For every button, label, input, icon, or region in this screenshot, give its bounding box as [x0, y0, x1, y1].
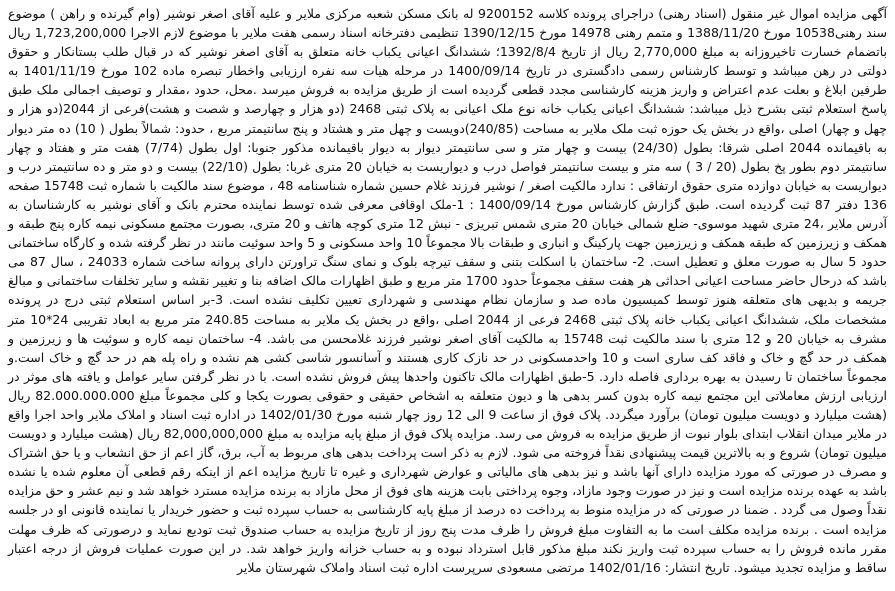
auction-notice-text: آگهی مزایده اموال غیر منقول (اسناد رهنی) دراجرای پرونده کلاسه 9200152 له بانک مسکن شعبه مرکزی ملایر و علیه آقای اصغر نوشیر (وام گیرنده و راهن ) موضوع سند رهنی10538 مورخ 1388/11/20 و متمم رهنی 14978 مورخ 1390/12/15 تنظیمی دفترخانه اسناد رسمی هفت ملایر با موضوع لازم الاجرا 1,723,200,000 ریال باتضمام خسارت تاخیروزانه به مبلغ 2,770,000 ریال از تاریخ 1392/8/4؛ ششدانگ اعیانی یکباب خانه متعلق به آقای اصغر نوشیر که در قبال طلب بستانکار و حقوق دولتی در رهن میباشد و توسط کارشناس رسمی دادگستری در تاریخ 1400/09/14 در مرحله هیات سه نفره ارزیابی واخطار تبصره ماده 102 مورخ 1401/11/19 به طرفین ابلاغ و بعلت عدم اعتراض و واریز هزینه کارشناسی مجدد قطعی گردیده است از طریق مزایده به فروش میرسد .محل، حدود ،مقدار و توصیف اجمالی ملک طبق پاسخ استعلام ثبتی بشرح ذیل میباشد: ششدانگ اعیانی یکباب خانه نوع ملک اعیانی به پلاک ثبتی 2468 (دو هزار و چهارصد و شصت و هشت)فرعی از 2044(دو هزار و چهل و چهار) اصلی ،واقع در بخش یک حوزه ثبت ملک ملایر به مساحت (240/85)دویست و چهل متر و هشتاد و پنج سانتیمتر مربع ، حدود: شمالاً بطول ( 10) ده متر دیوار به باقیمانده 2044 اصلی شرقا: بطول (24/30) بیست و چهار متر و سی سانتیمتر دیوار به دیوار باقیمانده مذکور جنوبا: اول بطول (7/74) هفت متر و هفتاد و چهار سانتیمتر دوم بطور پخ بطول (20 / 3 ) سه متر و بیست سانتیمتر فواصل درب و دیواریست به خیابان 20 متری غربا: بطول (22/10) بیست و دو متر و ده سانتیمتر درب و دیواریست به خیابان دوازده متری حقوق ارتفاقی : ندارد مالکیت اصغر / نوشیر فرزند غلام حسین شماره شناسنامه 48 ، موضوع سند مالکیت با شماره ثبت 15748 صفحه 136 دفتر 87 ثبت گردیده است. طبق گزارش کارشناس مورخ 1400/09/14 : 1-ملک اوقافی معرفی شده توسط نماینده محترم بانک و آقای نوشیر به کارشناسان به آدرس ملایر ،24 متری شهید موسوی- ضلع شمالی خیابان 20 متری شمس تبریزی - نبش 12 متری کوچه هاتف و 20 متری، بصورت مجتمع مسکونی نیمه کاره پنج طبقه و همکف و زیرزمین که طبقه همکف و زیرزمین جهت پارکینگ و انباری و طبقات بالا مجموعاً 10 واحد مسکونی و 5 واحد سوئیت مانند در نظر گرفته شده و کارگاه ساختمانی حدود 5 سال به صورت معلق و تعطیل است. 2- ساختمان با اسکلت بتنی و سقف تیرچه بلوک و نمای سنگ تراورتن دارای پروانه ساخت شماره 24033 ، سال 87 می باشد که درحال حاضر مساحت اعیانی احداثی هر هفت سقف مجموعاً حدود 1700 متر مربع و طبق اظهارات مالک اضافه بنا و تغییر نقشه و سایر تخلفات ساختمانی و مبالغ جریمه و بدیهی های متعلقه هنوز توسط کمیسیون ماده صد و سازمان نظام مهندسی و شهرداری تعیین تکلیف نشده است. 3-بر اساس استعلام ثبتی درج در پرونده مشخصات ملک، ششدانگ اعیانی یکباب خانه پلاک ثبتی 2468 فرعی از 2044 اصلی ،واقع در بخش یک ملایر به مساحت 240.85 متر مربع به ابعاد تقریبی 24*10 متر مشرف به خیابان 20 و 12 متری با سند مالکیت ثبت 15748 به مالکیت آقای اصغر نوشیر فرزند غلامحسن می باشد. 4- ساختمان نیمه کاره و سوئیت ها و زیرزمین و همکف در حد گچ و خاک و فاقد کف ساری است و 10 واحدمسکونی در حد نازک کاری هستند و آسانسور شاسی کشی هم نشده و راه پله هم در حد گچ و خاک است.و مجموعاً ساختمان تا رسیدن به بهره برداری فاصله دارد. 5-طبق اظهارات مالک تاکنون واحدها پیش فروش نشده است. با در نظر گرفتن سایر عوامل و یافته های موثر در ارزیابی ارزش معاملاتی این مجتمع نیمه کاره بدون کسر بدهی ها و دیون متعلقه به اشخاص حقیقی و حقوقی بصورت یکجا و کلی مجموعاً مبلغ 82.000.000.000 ریال (هشت میلیارد و دویست میلیون تومان) برآورد میگردد. پلاک فوق از ساعت 9 الی 12 روز چهار شنبه مورخ 1402/01/30 در اداره ثبت اسناد و املاک ملایر واحد اجرا واقع در ملایر میدان انقلاب ابتدای بلوار نبوت از طریق مزایده به فروش می رسد. مزایده پلاک فوق از مبلغ پایه مزایده به مبلغ 82,000,000,000 ریال (هشت میلیارد و دویست میلیون تومان) شروع و به بالاترین قیمت پیشنهادی نقداً فروخته می شود. لازم به ذکر است پرداخت بدهی های مربوط به آب، برق، گاز اعم از حق انشعاب و یا حق اشتراک و مصرف در صورتی که مورد مزایده دارای آنها باشد و نیز بدهی های مالیاتی و عوارض شهرداری و غیره تا تاریخ مزایده اعم از اینکه رقم قطعی آن معلوم شده یا نشده باشد به عهده برنده مزایده است و نیز در صورت وجود مازاد، وجوه پرداختی بابت هزینه های فوق از محل مازاد به برنده مزایده مسترد خواهد شد و نیم عشر و حق مزایده نقداً وصول می گردد . ضمنا در صورتی که در مزایده منوط به پرداخت ده درصد از مبلغ پایه کارشناسی به حساب سپرده ثبت و حضور خریدار یا نماینده قانونی او در جلسه مزایده است . برنده مزایده مکلف است ما به التفاوت مبلغ فروش را ظرف مدت پنج روز از تاریخ مزایده به حساب صندوق ثبت تودیع نماید و درصورتی که ظرف مهلت مقرر مانده فروش را به حساب سپرده ثبت واریز نکند مبلغ مذکور قابل استرداد نبوده و به حساب خزانه واریز خواهد شد. در این صورت عملیات فروش از درجه اعتبار ساقط و مزایده تجدید میشود. تاریخ انتشار: 1402/01/16 مرتضی مسعودی سرپرست اداره ثبت اسناد واملاک شهرستان ملایر	[8, 6, 888, 575]
